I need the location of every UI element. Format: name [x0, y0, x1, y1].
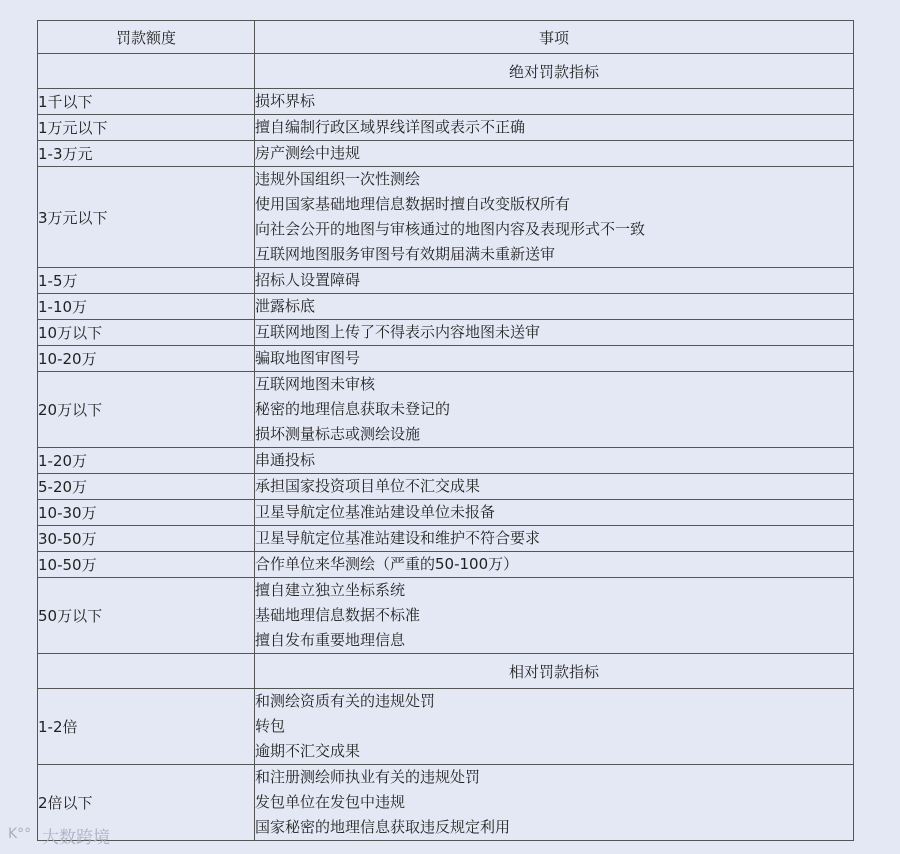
section-title: 相对罚款指标	[255, 654, 854, 689]
fine-item: 转包	[255, 717, 286, 735]
fine-amount: 50万以下	[38, 578, 255, 654]
fine-items	[255, 167, 854, 268]
fine-items	[255, 268, 854, 294]
table-row	[38, 500, 854, 526]
fine-amount: 10-50万	[38, 552, 255, 578]
header-items: 事项	[255, 21, 854, 54]
header-row	[38, 21, 854, 54]
fine-amount: 10-20万	[38, 346, 255, 372]
fine-items	[255, 500, 854, 526]
fine-item: 骗取地图审图号	[255, 349, 361, 367]
fines-table	[37, 20, 854, 841]
fine-item: 国家秘密的地理信息获取违反规定利用	[255, 818, 511, 836]
table-row	[38, 474, 854, 500]
table-row	[38, 765, 854, 841]
fine-item: 秘密的地理信息获取未登记的	[255, 400, 451, 418]
fine-items	[255, 346, 854, 372]
fine-item: 串通投标	[255, 451, 316, 469]
fine-item: 擅自建立独立坐标系统	[255, 581, 406, 599]
watermark-text: 大数跨境	[42, 828, 110, 848]
table-row	[38, 115, 854, 141]
fine-amount: 20万以下	[38, 372, 255, 448]
fine-item: 卫星导航定位基准站建设和维护不符合要求	[255, 529, 541, 547]
fine-items	[255, 689, 854, 765]
table-row	[38, 167, 854, 268]
fine-item: 互联网地图上传了不得表示内容地图未送审	[255, 323, 541, 341]
fine-item: 发包单位在发包中违规	[255, 793, 406, 811]
fine-amount: 1万元以下	[38, 115, 255, 141]
fine-items	[255, 320, 854, 346]
table-row	[38, 89, 854, 115]
watermark-logo-icon: K°°	[8, 825, 32, 842]
table-row	[38, 578, 854, 654]
fine-items	[255, 115, 854, 141]
fine-item: 互联网地图服务审图号有效期届满未重新送审	[255, 245, 556, 263]
fine-amount: 1-5万	[38, 268, 255, 294]
table-row	[38, 320, 854, 346]
fine-item: 合作单位来华测绘（严重的50-100万）	[255, 555, 519, 573]
table-row	[38, 552, 854, 578]
fine-items	[255, 141, 854, 167]
section-empty-cell	[38, 54, 255, 89]
fine-item: 使用国家基础地理信息数据时擅自改变版权所有	[255, 195, 571, 213]
table-row	[38, 268, 854, 294]
fine-item: 损坏测量标志或测绘设施	[255, 425, 421, 443]
fine-amount: 1-3万元	[38, 141, 255, 167]
header-amount: 罚款额度	[38, 21, 255, 54]
fine-amount: 1-20万	[38, 448, 255, 474]
fine-item: 基础地理信息数据不标准	[255, 606, 421, 624]
fine-items	[255, 526, 854, 552]
fine-amount: 30-50万	[38, 526, 255, 552]
fine-amount: 1千以下	[38, 89, 255, 115]
table-row	[38, 526, 854, 552]
section-row	[38, 654, 854, 689]
fine-item: 招标人设置障碍	[255, 271, 361, 289]
fine-item: 卫星导航定位基准站建设单位未报备	[255, 503, 496, 521]
fine-amount: 2倍以下	[38, 765, 255, 841]
fine-item: 泄露标底	[255, 297, 316, 315]
fine-item: 和注册测绘师执业有关的违规处罚	[255, 768, 481, 786]
watermark	[8, 823, 110, 848]
fine-items	[255, 294, 854, 320]
fine-item: 逾期不汇交成果	[255, 742, 361, 760]
fine-item: 承担国家投资项目单位不汇交成果	[255, 477, 481, 495]
fine-items	[255, 448, 854, 474]
fine-items	[255, 372, 854, 448]
fine-amount: 3万元以下	[38, 167, 255, 268]
fine-amount: 10-30万	[38, 500, 255, 526]
table-row	[38, 294, 854, 320]
section-empty-cell	[38, 654, 255, 689]
table-row	[38, 448, 854, 474]
fine-item: 擅自发布重要地理信息	[255, 631, 406, 649]
fine-item: 互联网地图未审核	[255, 375, 376, 393]
fine-item: 向社会公开的地图与审核通过的地图内容及表现形式不一致	[255, 220, 646, 238]
fine-item: 违规外国组织一次性测绘	[255, 170, 421, 188]
table-row	[38, 372, 854, 448]
fine-item: 擅自编制行政区域界线详图或表示不正确	[255, 118, 526, 136]
section-row	[38, 54, 854, 89]
fine-items	[255, 552, 854, 578]
fine-amount: 5-20万	[38, 474, 255, 500]
fine-amount: 1-10万	[38, 294, 255, 320]
fine-amount: 1-2倍	[38, 689, 255, 765]
table-row	[38, 689, 854, 765]
fine-amount: 10万以下	[38, 320, 255, 346]
fine-items	[255, 89, 854, 115]
fine-items	[255, 578, 854, 654]
fine-item: 损坏界标	[255, 92, 316, 110]
table-row	[38, 346, 854, 372]
fine-item: 和测绘资质有关的违规处罚	[255, 692, 436, 710]
table-row	[38, 141, 854, 167]
fine-item: 房产测绘中违规	[255, 144, 361, 162]
section-title: 绝对罚款指标	[255, 54, 854, 89]
fine-items	[255, 474, 854, 500]
fine-items	[255, 765, 854, 841]
